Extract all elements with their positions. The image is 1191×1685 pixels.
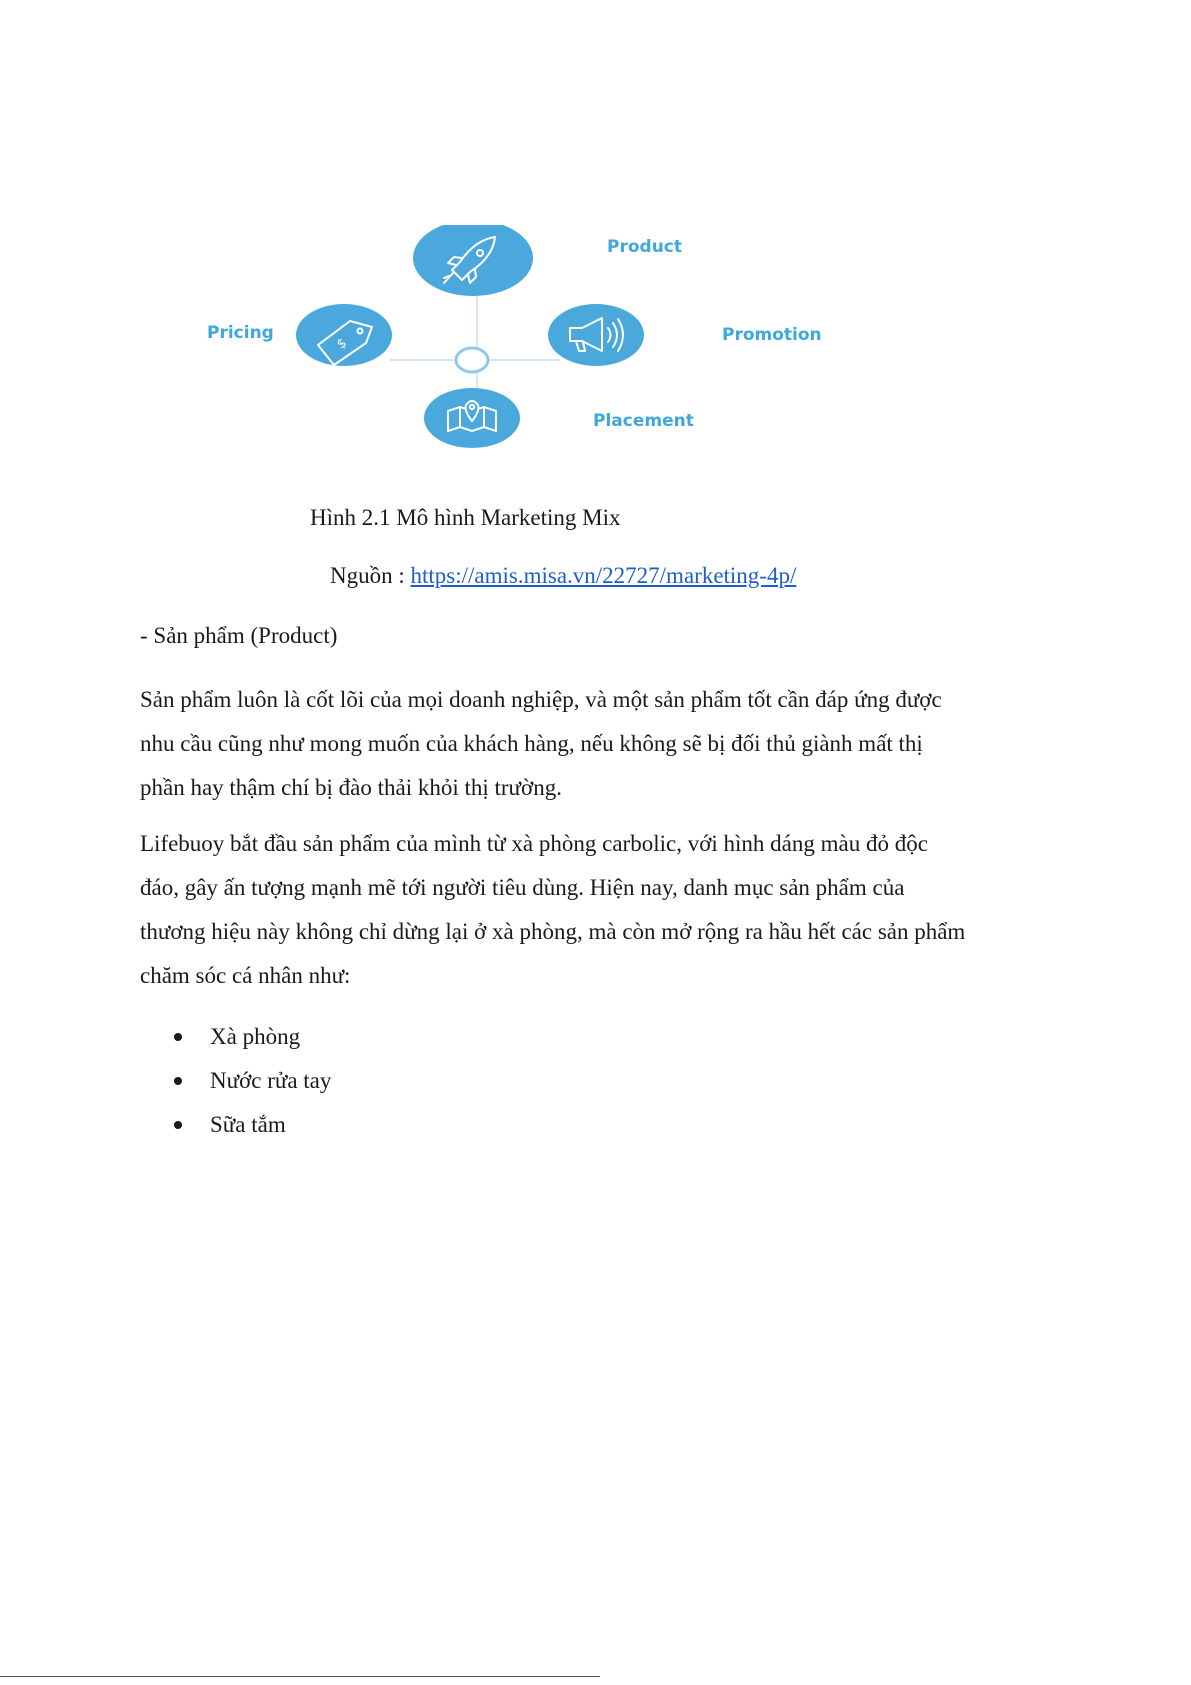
bullet-icon	[174, 1121, 182, 1129]
svg-text:$: $	[334, 335, 350, 353]
paragraph-line: nhu cầu cũng như mong muốn của khách hàng, nếu không sẽ bị đối thủ giành mất thị	[140, 731, 923, 756]
list-item	[172, 1059, 331, 1103]
label-pricing: Pricing	[207, 323, 274, 343]
paragraph-line: chăm sóc cá nhân như:	[140, 963, 351, 988]
source-link[interactable]: https://amis.misa.vn/22727/marketing-4p/	[410, 563, 797, 588]
paragraph-2	[140, 822, 1060, 998]
diagram-graphic	[190, 225, 800, 483]
promotion-node	[548, 304, 644, 366]
paragraph-line: thương hiệu này không chỉ dừng lại ở xà phòng, mà còn mở rộng ra hầu hết các sản phẩm	[140, 919, 966, 944]
paragraph-line: đáo, gây ấn tượng mạnh mẽ tới người tiêu dùng. Hiện nay, danh mục sản phẩm của	[140, 875, 905, 900]
paragraph-line: Lifebuoy bắt đầu sản phẩm của mình từ xà phòng carbolic, với hình dáng màu đỏ độc	[140, 831, 928, 856]
figure-source	[330, 563, 796, 589]
bullet-icon	[174, 1077, 182, 1085]
footnote-separator	[0, 1676, 600, 1677]
label-product: Product	[607, 237, 682, 257]
list-item	[172, 1103, 331, 1147]
list-item-text: Sữa tắm	[210, 1112, 286, 1137]
center-ring	[456, 348, 488, 372]
list-item-text: Nước rửa tay	[210, 1068, 332, 1093]
product-node	[413, 225, 533, 296]
paragraph-line: phần hay thậm chí bị đào thải khỏi thị trường.	[140, 775, 562, 800]
source-prefix: Nguồn :	[330, 563, 411, 588]
list-item	[172, 1015, 331, 1059]
paragraph-1	[140, 678, 1060, 810]
product-bullet-list	[172, 1015, 331, 1147]
figure-caption: Hình 2.1 Mô hình Marketing Mix	[310, 505, 621, 530]
marketing-mix-diagram	[190, 225, 822, 483]
bullet-icon	[174, 1033, 182, 1041]
section-heading: - Sản phẩm (Product)	[140, 623, 338, 648]
label-promotion: Promotion	[722, 325, 822, 345]
pricing-node	[296, 304, 392, 366]
list-item-text: Xà phòng	[210, 1024, 301, 1049]
label-placement: Placement	[593, 411, 694, 431]
placement-node	[424, 388, 520, 448]
paragraph-line: Sản phẩm luôn là cốt lõi của mọi doanh nghiệp, và một sản phẩm tốt cần đáp ứng được	[140, 687, 942, 712]
